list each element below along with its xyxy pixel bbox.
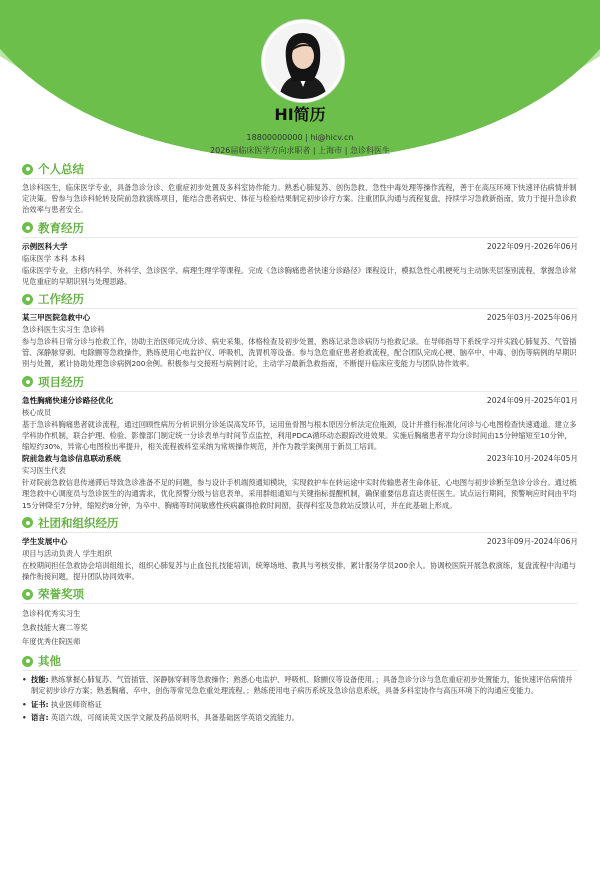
- bullet-icon: •: [22, 675, 27, 685]
- item-label: 技能:: [31, 675, 49, 685]
- resume-body: [22, 160, 578, 726]
- section-header: [22, 373, 578, 392]
- circle-icon: [22, 222, 33, 233]
- education-text: 临床医学专业，主修内科学、外科学、急诊医学、病理生理学等课程。完成《急诊胸痛患者快速分诊路径》课程设计，模拟急性心肌梗死与主动脉夹层鉴别流程，掌握急诊常见危重症的早期识别与处理思路。: [22, 265, 577, 286]
- bullet-content: [31, 699, 102, 710]
- project-text: 基于急诊科胸痛患者就诊流程，通过回顾性病历分析识别分诊延误高发环节，运用鱼骨图与根本原因分析法定位瓶颈，设计并推行标准化问诊与心电图检查快速通道。建立多学科协作机制，联合护理、检验、影像部门制定统一分诊表单与时间节点监控，利用PDCA循环动态跟踪改进效果。实施后胸痛患者平均分诊时间由15分钟缩短至10分钟，缩短约30%，异常心电图检出率提升，相关流程被科室采纳为常规操作规范，并作为教学案例用于新员工培训。: [22, 419, 577, 452]
- job-title: 急诊科医生实习生 急诊科: [22, 325, 105, 335]
- section-title: 个人总结: [38, 162, 84, 176]
- activity-text: 在校期间担任急救协会培训组组长，组织心肺复苏与止血包扎技能培训，统筹场地、教具与考核安排，累计服务学员200余人。协调校医院开展急救演练，复盘流程中沟通与操作衔接问题，提升团队协同效率。: [22, 560, 576, 582]
- circle-icon: [22, 517, 33, 528]
- section-activities: [22, 514, 578, 582]
- entry-heading: [22, 312, 578, 324]
- award-item: 急诊科优秀实习生: [22, 609, 81, 619]
- section-education: [22, 219, 578, 287]
- section-title: 工作经历: [38, 292, 84, 307]
- bullet-icon: •: [22, 699, 27, 709]
- project-role: 实习医生代表: [22, 466, 66, 476]
- bullet-content: [31, 674, 578, 696]
- entry-date: 2023年09月-2024年06月: [486, 536, 578, 546]
- section-header: [22, 219, 578, 238]
- language-item: [22, 712, 578, 723]
- degree-info: 临床医学 本科 本科: [22, 253, 86, 263]
- section-title: 其他: [38, 654, 61, 669]
- circle-icon: [22, 589, 33, 600]
- organization-role: 项目与活动负责人 学生组织: [22, 548, 112, 558]
- project-name: 急性胸痛快速分诊路径优化: [22, 395, 114, 405]
- school-name: 示例医科大学: [22, 241, 68, 251]
- project-role: 核心成员: [22, 407, 52, 417]
- section-header: [22, 585, 578, 604]
- item-label: 证书:: [31, 699, 49, 709]
- contact-info: 18800000000 | hi@hicv.cn: [246, 133, 354, 142]
- entry-heading: [22, 241, 578, 253]
- item-label: 语言:: [31, 712, 49, 722]
- resume-header: [0, 104, 600, 157]
- avatar: [262, 20, 344, 102]
- section-summary: [22, 160, 578, 216]
- project-text: 针对院前急救信息传递滞后导致急诊准备不足的问题，参与设计手机端预通知模块，实现救护车在转运途中实时传输患者生命体征、心电图与初步诊断至急诊分诊台。通过梳理急救中心调度员与急诊医生的沟通需求，优化预警分级与信息表单，采用群组通知与关键指标提醒机制，确保重要信息直达责任医生。试点运行期间，预警响应时间由平均15分钟降至7分钟，缩短约8分钟，为卒中、胸痛等时间敏感性疾病赢得抢救时间窗，获得科室及急救站反馈认可，并在此基础上形成。: [22, 478, 577, 510]
- bullet-content: [31, 712, 299, 723]
- section-work: [22, 290, 578, 370]
- employer-name: 某三甲医院急救中心: [22, 313, 91, 323]
- bullet-icon: •: [22, 712, 27, 722]
- entry-date: 2023年10月-2024年05月: [486, 454, 578, 464]
- skills-item: [22, 674, 578, 696]
- entry-heading: [22, 395, 578, 407]
- section-header: [22, 160, 578, 179]
- section-title: 荣誉奖项: [38, 587, 84, 602]
- item-text: 执业医师资格证: [50, 699, 102, 709]
- project-name: 院前急救与急诊信息联动系统: [22, 454, 121, 464]
- entry-heading: [22, 453, 578, 465]
- entry-date: 2022年09月-2026年06月: [486, 241, 578, 251]
- section-header: [22, 514, 578, 533]
- section-title: 社团和组织经历: [38, 515, 119, 530]
- circle-icon: [22, 294, 33, 305]
- section-header: [22, 652, 578, 671]
- section-header: [22, 290, 578, 309]
- job-intent: 2026届临床医学方向求职者 | 上海市 | 急诊科医生: [210, 146, 390, 155]
- award-item: 年度优秀住院医师: [22, 637, 81, 647]
- entry-heading: [22, 536, 578, 548]
- circle-icon: [22, 656, 33, 667]
- section-other: [22, 652, 578, 723]
- circle-icon: [22, 376, 33, 387]
- work-text: 参与急诊科日常分诊与抢救工作，协助主治医师完成分诊、病史采集、体格检查及初步处置，熟练记录急诊病历与抢救记录。在导师指导下系统学习并实践心肺复苏、气管插管、深静脉穿刺、电除颤等急救操作，熟练使用心电监护仪、呼吸机、洗胃机等设备。参与急危重症患者抢救流程，配合团队完成心梗、脑卒中、中毒、创伤等病例的早期识别与处置，累计协助处理急诊病例200余例。积极参与交接班与病例讨论，主动学习最新急救指南，不断提升临床应变能力与团队协作效率。: [22, 337, 577, 369]
- entry-date: 2025年03月-2025年06月: [486, 313, 578, 323]
- person-photo: [265, 23, 341, 99]
- section-awards: [22, 585, 578, 649]
- organization-name: 学生发展中心: [22, 536, 68, 546]
- award-item: 急救技能大赛二等奖: [22, 623, 88, 633]
- section-title: 教育经历: [38, 220, 84, 235]
- certificate-item: [22, 699, 578, 710]
- section-projects: [22, 373, 578, 511]
- summary-text: 急诊科医生，临床医学专业，具备急诊分诊、危重症初步处置及多科室协作能力。熟悉心肺复苏、创伤急救、急性中毒处理等操作流程，善于在高压环境下快速评估病情并制定决策。曾参与急诊科轮转及院前急救演练项目，能结合患者病史、体征与检验结果制定初步诊疗方案。注重团队沟通与流程复盘，持续学习急救新指南，致力于提升急诊救治效率与患者安全。: [22, 183, 577, 215]
- section-title: 项目经历: [38, 374, 84, 389]
- item-text: 熟练掌握心肺复苏、气管插管、深静脉穿刺等急救操作；熟悉心电监护、呼吸机、除颤仪等设备使用。；具备急诊分诊与急危重症初步处置能力，能快速评估病情并制定初步诊疗方案；熟悉胸痛、卒中、创伤等常见急危重处理流程。；熟练使用电子病历系统及急诊信息系统，具备多科室协作与高压环境下的沟通应变能力。: [31, 675, 573, 696]
- item-text: 英语六级，可阅读英文医学文献及药品说明书，具备基础医学英语交流能力。: [50, 712, 299, 722]
- entry-date: 2024年09月-2025年01月: [486, 395, 578, 405]
- circle-icon: [22, 164, 33, 175]
- candidate-name: HI简历: [274, 105, 326, 124]
